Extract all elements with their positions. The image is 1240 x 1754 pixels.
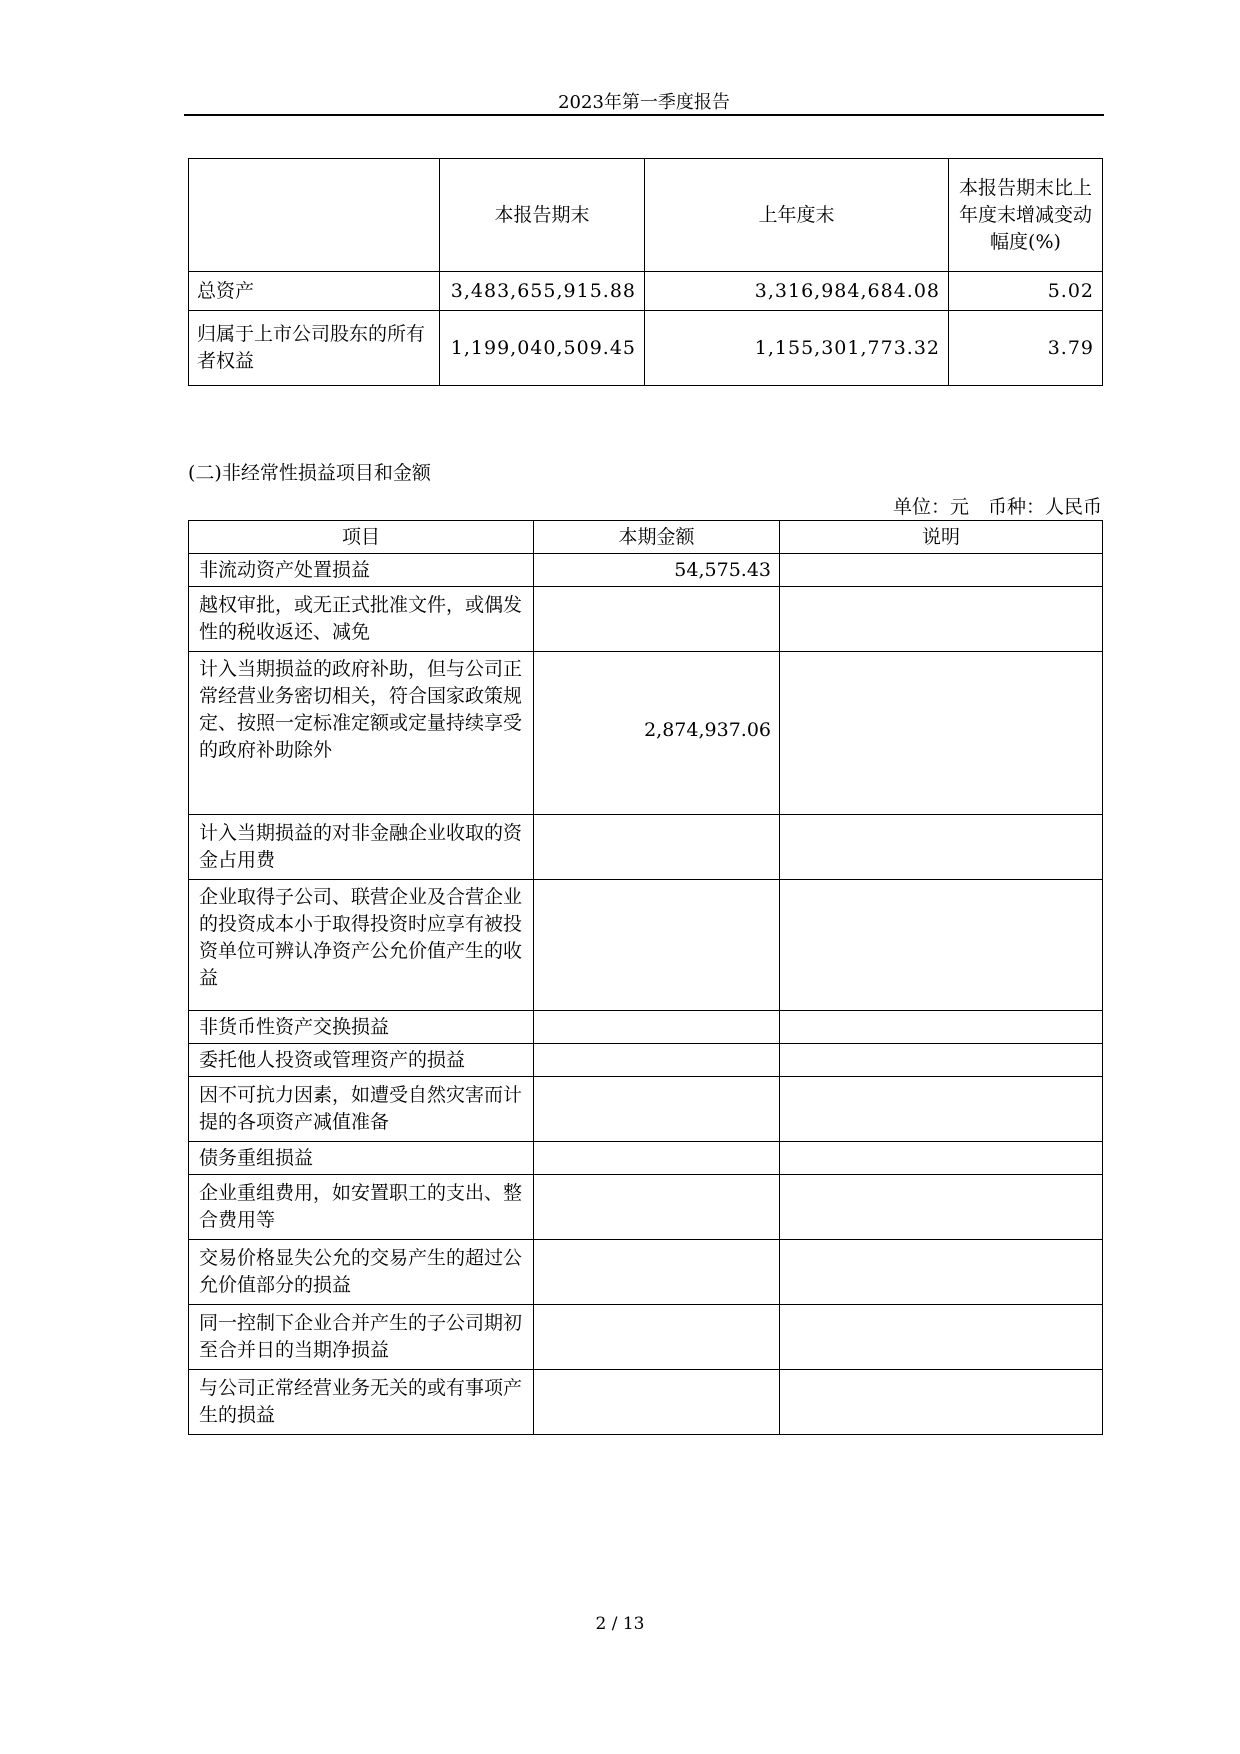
item-label: 债务重组损益	[189, 1142, 534, 1175]
header-divider	[184, 114, 1104, 116]
table-row	[189, 1175, 1103, 1240]
table-row	[189, 1240, 1103, 1305]
item-label: 计入当期损益的对非金融企业收取的资金占用费	[189, 815, 534, 880]
table-row	[189, 1044, 1103, 1077]
table-row	[189, 587, 1103, 652]
page-number: 2 / 13	[595, 1614, 645, 1634]
change-value: 5.02	[949, 272, 1103, 311]
report-header-title: 2023年第一季度报告	[558, 92, 730, 113]
note-value	[780, 652, 1103, 815]
table-row	[189, 1370, 1103, 1435]
change-value: 3.79	[949, 311, 1103, 386]
item-label: 同一控制下企业合并产生的子公司期初至合并日的当期净损益	[189, 1305, 534, 1370]
amount-value	[534, 815, 780, 880]
amount-value	[534, 1305, 780, 1370]
prior-value: 3,316,984,684.08	[645, 272, 949, 311]
table-row	[189, 815, 1103, 880]
prior-value: 1,155,301,773.32	[645, 311, 949, 386]
currency-unit-note: 单位：元 币种：人民币	[892, 496, 1102, 518]
note-value	[780, 1077, 1103, 1142]
table-row	[189, 311, 1103, 386]
amount-value	[534, 1077, 780, 1142]
amount-value	[534, 587, 780, 652]
table-row	[189, 272, 1103, 311]
item-label: 企业取得子公司、联营企业及合营企业的投资成本小于取得投资时应享有被投资单位可辨认净资产公允价值产生的收益	[189, 880, 534, 1011]
item-label: 交易价格显失公允的交易产生的超过公允价值部分的损益	[189, 1240, 534, 1305]
note-value	[780, 1305, 1103, 1370]
current-value: 1,199,040,509.45	[440, 311, 645, 386]
amount-value	[534, 1175, 780, 1240]
non-recurring-items-table	[188, 520, 1103, 1435]
item-label: 与公司正常经营业务无关的或有事项产生的损益	[189, 1370, 534, 1435]
note-value	[780, 1044, 1103, 1077]
item-label: 委托他人投资或管理资产的损益	[189, 1044, 534, 1077]
header-cell-prior-year: 上年度末	[645, 159, 949, 272]
amount-value: 2,874,937.06	[534, 652, 780, 815]
section-title: (二)非经常性损益项目和金额	[188, 462, 431, 484]
header-cell-item: 项目	[189, 521, 534, 554]
item-label: 非货币性资产交换损益	[189, 1011, 534, 1044]
header-cell-blank	[189, 159, 440, 272]
item-label: 企业重组费用，如安置职工的支出、整合费用等	[189, 1175, 534, 1240]
amount-value: 54,575.43	[534, 554, 780, 587]
amount-value	[534, 1142, 780, 1175]
table-header-row	[189, 159, 1103, 272]
row-label: 总资产	[189, 272, 440, 311]
amount-value	[534, 1370, 780, 1435]
item-label: 因不可抗力因素，如遭受自然灾害而计提的各项资产减值准备	[189, 1077, 534, 1142]
table-row	[189, 1142, 1103, 1175]
table-row	[189, 1305, 1103, 1370]
note-value	[780, 1011, 1103, 1044]
table-row	[189, 652, 1103, 815]
note-value	[780, 554, 1103, 587]
note-value	[780, 815, 1103, 880]
current-value: 3,483,655,915.88	[440, 272, 645, 311]
amount-value	[534, 880, 780, 1011]
note-value	[780, 1142, 1103, 1175]
balance-summary-table	[188, 158, 1103, 386]
note-value	[780, 587, 1103, 652]
table-header-row	[189, 521, 1103, 554]
amount-value	[534, 1044, 780, 1077]
header-cell-current-period: 本报告期末	[440, 159, 645, 272]
table-row	[189, 554, 1103, 587]
table-row	[189, 880, 1103, 1011]
table-row	[189, 1011, 1103, 1044]
header-cell-change: 本报告期末比上年度末增减变动幅度(%)	[949, 159, 1103, 272]
row-label: 归属于上市公司股东的所有者权益	[189, 311, 440, 386]
note-value	[780, 1240, 1103, 1305]
header-cell-note: 说明	[780, 521, 1103, 554]
note-value	[780, 1370, 1103, 1435]
amount-value	[534, 1011, 780, 1044]
item-label: 非流动资产处置损益	[189, 554, 534, 587]
item-label: 越权审批，或无正式批准文件，或偶发性的税收返还、减免	[189, 587, 534, 652]
header-cell-amount: 本期金额	[534, 521, 780, 554]
table-row	[189, 1077, 1103, 1142]
item-label: 计入当期损益的政府补助，但与公司正常经营业务密切相关，符合国家政策规定、按照一定标准定额或定量持续享受的政府补助除外	[189, 652, 534, 815]
note-value	[780, 1175, 1103, 1240]
amount-value	[534, 1240, 780, 1305]
note-value	[780, 880, 1103, 1011]
